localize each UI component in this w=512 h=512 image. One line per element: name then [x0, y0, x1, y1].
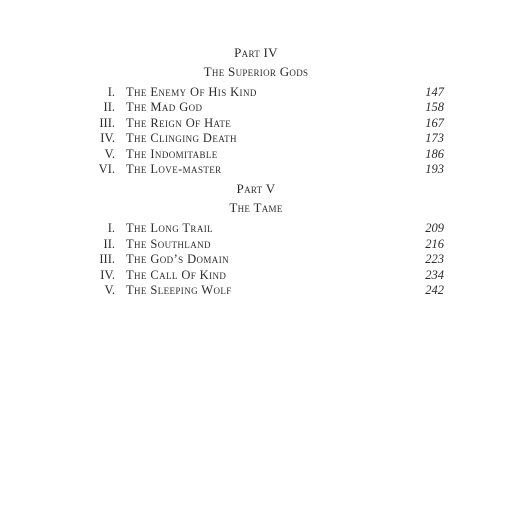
chapter-number: II.: [103, 237, 115, 251]
part-5-title: Part V: [236, 181, 276, 196]
chapter-page: 193: [425, 162, 444, 176]
toc-row: [0, 130, 512, 146]
toc-row: [0, 251, 512, 267]
chapter-title: The Clinging Death: [126, 131, 237, 145]
chapter-number: VI.: [98, 162, 115, 176]
toc-row: [0, 84, 512, 100]
toc-row: [0, 161, 512, 177]
chapter-page: 158: [425, 100, 444, 114]
chapter-number: IV.: [100, 131, 115, 145]
chapter-title: The Sleeping Wolf: [126, 283, 232, 297]
chapter-number: V.: [104, 147, 115, 161]
chapter-title: The Enemy Of His Kind: [126, 85, 257, 99]
chapter-page: 173: [425, 131, 444, 145]
chapter-number: II.: [103, 100, 115, 114]
chapter-number: V.: [104, 283, 115, 297]
chapter-title: The Southland: [126, 237, 211, 251]
chapter-page: 167: [425, 116, 444, 130]
chapter-page: 234: [425, 268, 444, 282]
chapter-title: The Love-master: [126, 162, 222, 176]
part-4-subtitle: The Superior Gods: [203, 64, 309, 79]
chapter-number: I.: [107, 221, 115, 235]
chapter-title: The Long Trail: [126, 221, 214, 235]
chapter-title: The Mad God: [126, 100, 203, 114]
chapter-number: IV.: [100, 268, 115, 282]
part-5-subtitle: The Tame: [229, 200, 283, 215]
chapter-number: III.: [99, 116, 115, 130]
part-4-title: Part IV: [234, 45, 278, 60]
toc-row: [0, 146, 512, 162]
toc-row: [0, 115, 512, 131]
toc-row: [0, 282, 512, 298]
chapter-number: I.: [107, 85, 115, 99]
chapter-page: 186: [425, 147, 444, 161]
chapter-page: 147: [425, 85, 444, 99]
chapter-title: The God’s Domain: [126, 252, 230, 266]
chapter-page: 242: [425, 283, 444, 297]
chapter-page: 209: [425, 221, 444, 235]
chapter-number: III.: [99, 252, 115, 266]
chapter-page: 223: [425, 252, 444, 266]
toc-row: [0, 267, 512, 283]
chapter-title: The Reign Of Hate: [126, 116, 232, 130]
toc-row: [0, 236, 512, 252]
chapter-title: The Indomitable: [126, 147, 218, 161]
chapter-page: 216: [425, 237, 444, 251]
chapter-title: The Call Of Kind: [126, 268, 227, 282]
toc-row: [0, 220, 512, 236]
toc-row: [0, 99, 512, 115]
